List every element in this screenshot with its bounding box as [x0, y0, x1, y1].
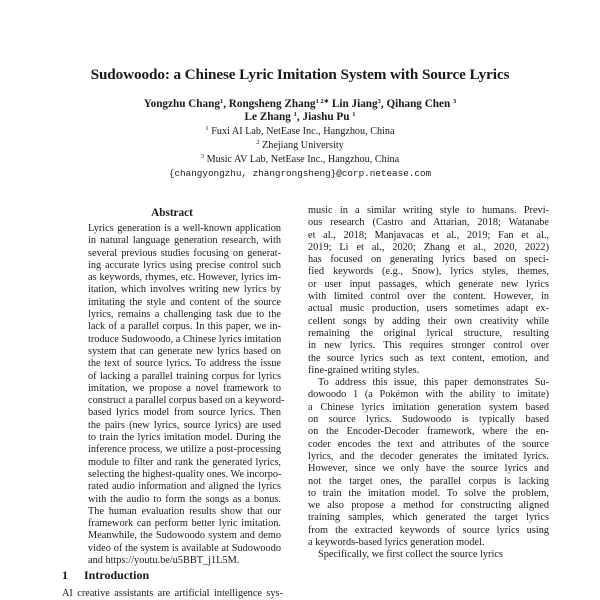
text-line: video of the system is available at Sudowoodo — [88, 542, 281, 554]
affiliation-2: $^2$ Zhejiang University — [256, 139, 344, 151]
author-name: Qihang Chen — [386, 98, 451, 110]
text-line: troduce Sudowoodo, a Chinese lyrics imitation — [88, 333, 282, 345]
text-line: fied keywords (e.g., Snow), lyrics styles, themes, — [308, 266, 549, 278]
text-line: music in a similar writing style to humans. Previ- — [308, 205, 549, 216]
author-line-2: Le Zhang $^1$, Jiashu Pu $^1$ — [244, 111, 356, 123]
text-line: training samples, which generated the target lyrics — [308, 512, 549, 524]
text-line: imitating the style and content of the source — [88, 296, 281, 308]
affiliation-3: $^3$ Music AV Lab, NetEase Inc., Hangzhou, China — [200, 153, 400, 165]
text-line: selecting the highest-quality ones. We incorpo- — [88, 468, 282, 480]
text-line: lyrics, remains a challenging task due to the — [88, 309, 281, 321]
text-line: several previous studies focusing on generat- — [88, 247, 281, 259]
author-name: Rongsheng Zhang — [228, 98, 316, 110]
text-line: to train the lyrics imitation model. During the — [88, 432, 281, 444]
text-line: et al., 2018; Manjavacas et al., 2019; Fan et al., — [308, 229, 549, 241]
text-line: AI creative assistants are artificial intelligence sys- — [62, 588, 283, 599]
text-line: as keywords, rhymes, etc. However, lyrics im- — [88, 272, 281, 284]
text-line: to train the imitation model. To solve the problem, — [308, 487, 549, 499]
text-line: system that can generate new lyrics based on — [88, 345, 281, 357]
text-line: itation, which involves writing new lyrics by — [88, 284, 281, 296]
author-name: Lin Jiang — [331, 98, 378, 110]
text-line: lyrics, and the decoder generates the imitated lyrics. — [308, 450, 549, 462]
text-line: a Chinese lyrics imitation generation system based — [308, 401, 549, 413]
abstract-body — [88, 223, 285, 567]
paper-title: Sudowoodo: a Chinese Lyric Imitation System with Source Lyrics — [90, 66, 510, 83]
text-line: on source lyrics. Sudowoodo is typically based — [308, 414, 549, 426]
text-line: fine-grained writing styles. — [308, 364, 420, 376]
affiliation-1: $^1$ Fuxi AI Lab, NetEase Inc., Hangzhou, China — [205, 125, 395, 137]
text-line: actual music production, users sometimes adapt ex- — [308, 303, 549, 315]
text-line: has focused on generating lyrics based on speci- — [308, 254, 549, 266]
text-line: based lyrics model from source lyrics. Then — [88, 407, 281, 419]
text-line: or user input passages, which generate new lyrics — [308, 278, 549, 290]
text-line: on the Encoder-Decoder framework, where the en- — [308, 426, 549, 438]
text-line: from the extracted keywords of source lyrics using — [308, 524, 549, 536]
author-sup: 1 — [352, 111, 356, 118]
author-line-1: Yongzhu Chang$^1$, Rongsheng Zhang$^{1 2∗}$ Lin Jiang$^3$, Qihang Chen $^3$ — [143, 98, 457, 110]
text-line: and https://youtu.be/u5BBT_j1L5M. — [88, 555, 240, 567]
text-line: the text of source lyrics. To address the issue — [88, 358, 281, 370]
text-line: in natural language generation research, with — [88, 235, 281, 247]
text-line: imitation, we propose a novel framework to — [88, 382, 281, 394]
author-name: Jiashu Pu — [302, 111, 350, 123]
text-line: To address this issue, this paper demonstrates Su- — [318, 377, 549, 389]
intro-body — [62, 588, 283, 600]
text-line: dowoodo 1 (a Pokémon with the ability to imitate) — [308, 389, 549, 401]
text-line: with the audio to form the songs as a bonus. — [88, 493, 281, 505]
text-line: lack of a parallel corpus. In this paper, we in- — [88, 321, 281, 333]
section-title: Introduction — [84, 568, 150, 582]
text-line: a keywords-based lyrics generation model. — [308, 537, 485, 549]
text-line: Meanwhile, the Sudowoodo system and demo — [88, 530, 281, 542]
text-line: ing accurate lyrics using precise control such — [88, 259, 281, 271]
text-line: Lyrics generation is a well-known application — [88, 223, 281, 234]
text-line: of lacking a parallel training corpus for lyrics — [88, 370, 281, 382]
author-name: Le Zhang — [244, 111, 291, 123]
text-line: the pairs (new lyrics, source lyrics) are used — [88, 419, 281, 431]
text-line: with limited control over the content. However, in — [308, 291, 549, 303]
author-sup: 1 — [219, 98, 224, 105]
text-line: remaining the original lyrical structure, resulting — [308, 327, 549, 339]
text-line: in new lyrics. This requires stronger control over — [308, 340, 549, 352]
text-line: we also propose a method for constructing aligned — [308, 500, 549, 512]
text-line: coder encodes the text and attributes of the source — [308, 438, 549, 450]
right-column-body — [308, 205, 549, 562]
text-line: However, since we only have the source lyrics and — [308, 463, 549, 475]
text-line: construct a parallel corpus based on a keyword- — [88, 395, 285, 407]
text-line: framework can perform better lyric imitation. — [88, 518, 281, 530]
text-line: inference process, we utilize a post-processing — [88, 444, 281, 456]
author-sup: 3 — [452, 98, 457, 105]
text-line: ous research (Castro and Attarian, 2018; Watanabe — [308, 217, 549, 229]
abstract-heading: Abstract — [151, 207, 193, 219]
author-email: {changyongzhu, zhangrongsheng}@corp.netease.com — [168, 168, 432, 179]
text-line: not the target ones, the parallel corpus is lacking — [308, 475, 549, 487]
author-name: Yongzhu Chang — [143, 98, 220, 110]
text-line: 2019; Li et al., 2020; Zhang et al., 2020, 2022) — [308, 241, 549, 253]
author-sup: 3 — [377, 98, 381, 105]
text-line: module to filter and rank the generated lyrics, — [88, 456, 281, 468]
section-number: 1 — [62, 568, 68, 582]
text-line: cellent songs by adding their own creativity while — [308, 315, 549, 327]
text-line: the source lyrics such as text content, emotion, and — [308, 352, 549, 364]
text-line: The human evaluation results show that our — [88, 505, 281, 517]
author-sup: 1 — [293, 111, 297, 118]
text-line: Specifically, we first collect the source lyrics — [318, 549, 503, 561]
author-sup: 1 2∗ — [315, 98, 330, 105]
text-line: rated audio information and aligned the lyrics — [88, 481, 281, 493]
section-heading — [62, 568, 149, 583]
